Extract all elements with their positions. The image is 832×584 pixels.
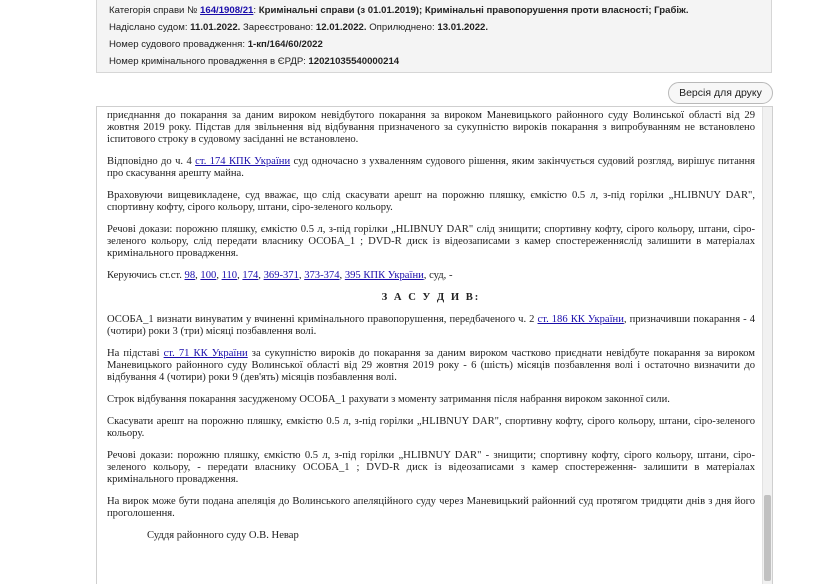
sent-date: 11.01.2022. bbox=[190, 22, 241, 33]
law-link-art-186[interactable]: ст. 186 КК України bbox=[537, 314, 624, 325]
sent-label: Надіслано судом: bbox=[109, 22, 188, 33]
court-proceeding-line bbox=[109, 36, 771, 53]
paragraph-cumulative-sentence bbox=[107, 348, 755, 384]
document-scrollbar[interactable] bbox=[762, 107, 772, 584]
law-link-373-374[interactable]: 373-374 bbox=[304, 270, 340, 281]
case-dates-line bbox=[109, 19, 771, 36]
paragraph-evidence-final: Речові докази: порожню пляшку, ємкістю 0.5 л, з-під горілки „HLIBNUY DAR" - знищити; спортивну кофту, сірого кольору, штани, сіро-зеленого кольору, - передати власнику ОСОБА_1 ; DVD-R диск із відеозаписами з камер спостереження- залишити в матеріалах кримінального провадження. bbox=[107, 450, 755, 485]
case-number-link[interactable]: 164/1908/21 bbox=[200, 5, 254, 16]
court-proceeding-label: Номер судового провадження: bbox=[109, 39, 246, 50]
document-frame[interactable] bbox=[96, 106, 773, 584]
case-category-line: Категорія справи № 164/1908/21: Кримінальні справи (з 01.01.2019); Кримінальні правопорушення проти власності; Грабіж. bbox=[109, 5, 689, 16]
law-link-174[interactable]: 174 bbox=[242, 270, 259, 281]
law-link-100[interactable]: 100 bbox=[200, 270, 217, 281]
law-link-395[interactable]: 395 КПК України bbox=[344, 270, 424, 281]
paragraph-text: Керуючись ст.ст. bbox=[107, 270, 182, 281]
paragraph-evidence: Речові докази: порожню пляшку, ємкістю 0.5 л, з-під горілки „HLIBNUY DAR" слід знищити; спортивну кофту, сірого кольору, штани, сіро-зеленого кольору, слід передати власнику ОСОБА_1 ; DVD-R диск із відеозаписами з камер спостереженняслід залишити в матеріалах кримінального провадження. bbox=[107, 224, 755, 259]
paragraph-arrest-cancellation-rule bbox=[107, 156, 755, 180]
erdr-line bbox=[109, 53, 771, 70]
paragraph-text: суд одночасно з ухваленням судового рішення, яким закінчується судовий розгляд, вирішує питання про скасування арешту майна. bbox=[107, 156, 755, 179]
published-date: 13.01.2022. bbox=[437, 22, 489, 33]
paragraph-text: На підставі bbox=[107, 348, 160, 359]
paragraph-text: Відповідно до ч. 4 bbox=[107, 156, 192, 167]
law-link-110[interactable]: 110 bbox=[221, 270, 238, 281]
paragraph-sentence-addition: приєднання до покарання за даним вироком невідбутого покарання за вироком Маневицького районного суду Волинської області від 29 жовтня 2019 року. Підстав для звільнення від відбування призначеного за сукупністю вироків покарання з випробуванням не встановлено іспитового строку в судовому засіданні не встановлено. bbox=[107, 110, 755, 145]
paragraph-cancel-arrest: Скасувати арешт на порожню пляшку, ємкістю 0.5 л, з-під горілки „HLIBNUY DAR", спортивну кофту, сірого кольору, штани, сіро-зеленого кольору. bbox=[107, 416, 755, 439]
document-body bbox=[107, 110, 755, 552]
registered-label: Зареєстровано: bbox=[243, 22, 314, 33]
registered-date: 12.01.2022. bbox=[315, 22, 367, 33]
case-metadata-panel bbox=[96, 0, 772, 73]
judge-signature: Суддя районного суду О.В. Невар bbox=[147, 530, 299, 541]
paragraph-text: ОСОБА_1 визнати винуватим у вчиненні кримінального правопорушення, передбаченого ч. 2 bbox=[107, 314, 535, 325]
scrollbar-thumb[interactable] bbox=[764, 495, 771, 581]
court-proceeding-number: 1-кп/164/60/2022 bbox=[247, 39, 323, 50]
law-link-art-71[interactable]: ст. 71 КК України bbox=[163, 348, 248, 359]
paragraph-arrest-decision: Враховуючи вищевикладене, суд вважає, що слід скасувати арешт на порожню пляшку, ємкістю 0.5 л, з-під горілки „HLIBNUY DAR", спортивну кофту, сірого кольору, штани, сіро-зеленого кольору. bbox=[107, 190, 755, 213]
law-link-art-174[interactable]: ст. 174 КПК України bbox=[195, 156, 291, 167]
published-label: Оприлюднено: bbox=[369, 22, 435, 33]
paragraph-appeal: На вирок може бути подана апеляція до Волинського апеляційного суду через Маневицький районний суд протягом тридцяти днів з дня його проголошення. bbox=[107, 496, 755, 519]
erdr-number: 12021035540000214 bbox=[308, 56, 400, 67]
law-link-369-371[interactable]: 369-371 bbox=[263, 270, 299, 281]
print-version-button[interactable]: Версія для друку bbox=[668, 82, 773, 104]
case-category-label: Категорія справи № bbox=[109, 5, 198, 16]
paragraph-text: , призначивши покарання - 4 (чотири) роки 3 (три) місяці позбавлення волі. bbox=[107, 314, 755, 337]
verdict-heading: З А С У Д И В: bbox=[381, 292, 481, 303]
erdr-label: Номер кримінального провадження в ЄРДР: bbox=[109, 56, 306, 67]
case-category-value: Кримінальні справи (з 01.01.2019); Кримінальні правопорушення проти власності; Грабіж. bbox=[258, 5, 689, 16]
paragraph-sentence-term: Строк відбування покарання засудженому ОСОБА_1 рахувати з моменту затримання після набрання вироком законної сили. bbox=[107, 394, 670, 405]
paragraph-guilty bbox=[107, 314, 755, 338]
law-link-98[interactable]: 98 bbox=[184, 270, 196, 281]
paragraph-text: за сукупністю вироків до покарання за даним вироком частково приєднати невідбуте покарання за вироком Маневицького районного суду Волинської області від 29 жовтня 2019 року - 6 (шість) місяців позбавлення волі і остаточно визначити до відбування 4 (чотири) роки 9 (дев'ять) місяців позбавлення волі. bbox=[107, 348, 756, 383]
paragraph-text: , суд, - bbox=[423, 270, 453, 281]
paragraph-guided-by: Керуючись ст.ст. 98, 100, 110, 174, 369-371, 373-374, 395 КПК України, суд, - bbox=[107, 270, 453, 281]
